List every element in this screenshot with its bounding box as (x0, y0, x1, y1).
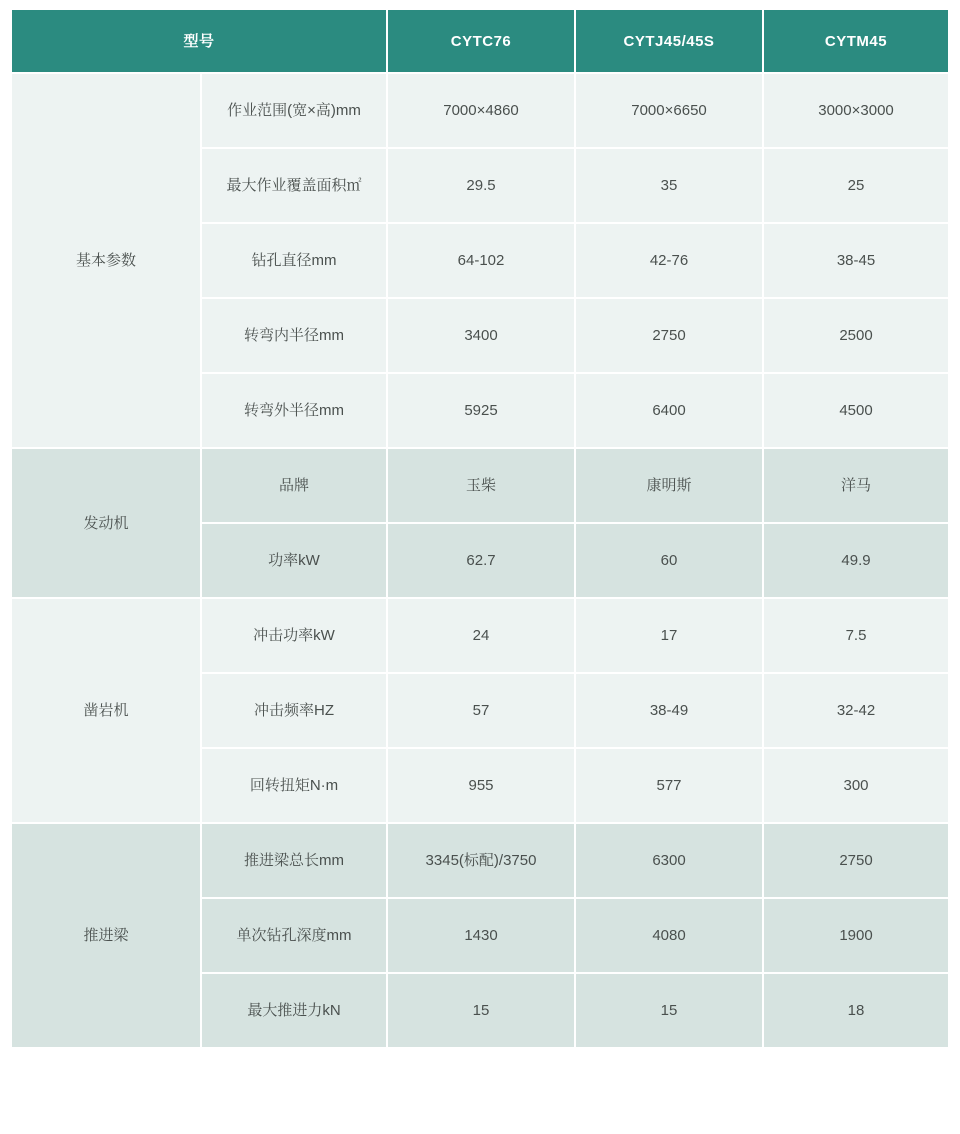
param-value: 7.5 (764, 599, 948, 672)
param-value: 康明斯 (576, 449, 762, 522)
param-value: 300 (764, 749, 948, 822)
param-label: 钻孔直径mm (202, 224, 386, 297)
spec-table (12, 10, 948, 1122)
param-value: 24 (388, 599, 574, 672)
param-value: 6400 (576, 374, 762, 447)
param-label: 推进梁总长mm (202, 824, 386, 897)
param-value: 25 (764, 149, 948, 222)
param-value: 7000×6650 (576, 74, 762, 147)
param-value: 2750 (764, 824, 948, 897)
param-label: 冲击功率kW (202, 599, 386, 672)
param-label: 最大作业覆盖面积㎡ (202, 149, 386, 222)
header-col-cytm45: CYTM45 (764, 10, 948, 72)
param-value: 6300 (576, 824, 762, 897)
param-label: 功率kW (202, 524, 386, 597)
param-value: 577 (576, 749, 762, 822)
param-value: 49.9 (764, 524, 948, 597)
param-label: 转弯外半径mm (202, 374, 386, 447)
param-value: 38-49 (576, 674, 762, 747)
param-value: 1900 (764, 899, 948, 972)
param-value: 35 (576, 149, 762, 222)
param-value: 2500 (764, 299, 948, 372)
param-label: 作业范围(宽×高)mm (202, 74, 386, 147)
header-col-cytj45-45s: CYTJ45/45S (576, 10, 762, 72)
param-label: 转弯内半径mm (202, 299, 386, 372)
param-value: 60 (576, 524, 762, 597)
param-value: 15 (388, 974, 574, 1047)
param-value: 1430 (388, 899, 574, 972)
param-label: 单次钻孔深度mm (202, 899, 386, 972)
param-value: 42-76 (576, 224, 762, 297)
param-value: 2750 (576, 299, 762, 372)
param-value: 洋马 (764, 449, 948, 522)
param-value: 4080 (576, 899, 762, 972)
param-value: 57 (388, 674, 574, 747)
header-col-cytc76: CYTC76 (388, 10, 574, 72)
param-value: 4500 (764, 374, 948, 447)
param-label: 最大推进力kN (202, 974, 386, 1047)
param-value: 5925 (388, 374, 574, 447)
param-value: 955 (388, 749, 574, 822)
group-label-engine: 发动机 (12, 449, 200, 597)
header-model-label: 型号 (12, 10, 386, 72)
param-value: 64-102 (388, 224, 574, 297)
param-value: 62.7 (388, 524, 574, 597)
group-label-rock-drill: 凿岩机 (12, 599, 200, 822)
param-label: 冲击频率HZ (202, 674, 386, 747)
param-value: 17 (576, 599, 762, 672)
param-value: 玉柴 (388, 449, 574, 522)
param-value: 29.5 (388, 149, 574, 222)
param-value: 3345(标配)/3750 (388, 824, 574, 897)
param-label: 回转扭矩N·m (202, 749, 386, 822)
param-value: 15 (576, 974, 762, 1047)
param-value: 3000×3000 (764, 74, 948, 147)
param-value: 32-42 (764, 674, 948, 747)
param-value: 3400 (388, 299, 574, 372)
param-value: 18 (764, 974, 948, 1047)
param-value: 7000×4860 (388, 74, 574, 147)
param-label: 品牌 (202, 449, 386, 522)
param-value: 38-45 (764, 224, 948, 297)
group-label-basic-params: 基本参数 (12, 74, 200, 447)
group-label-feed-beam: 推进梁 (12, 824, 200, 1047)
